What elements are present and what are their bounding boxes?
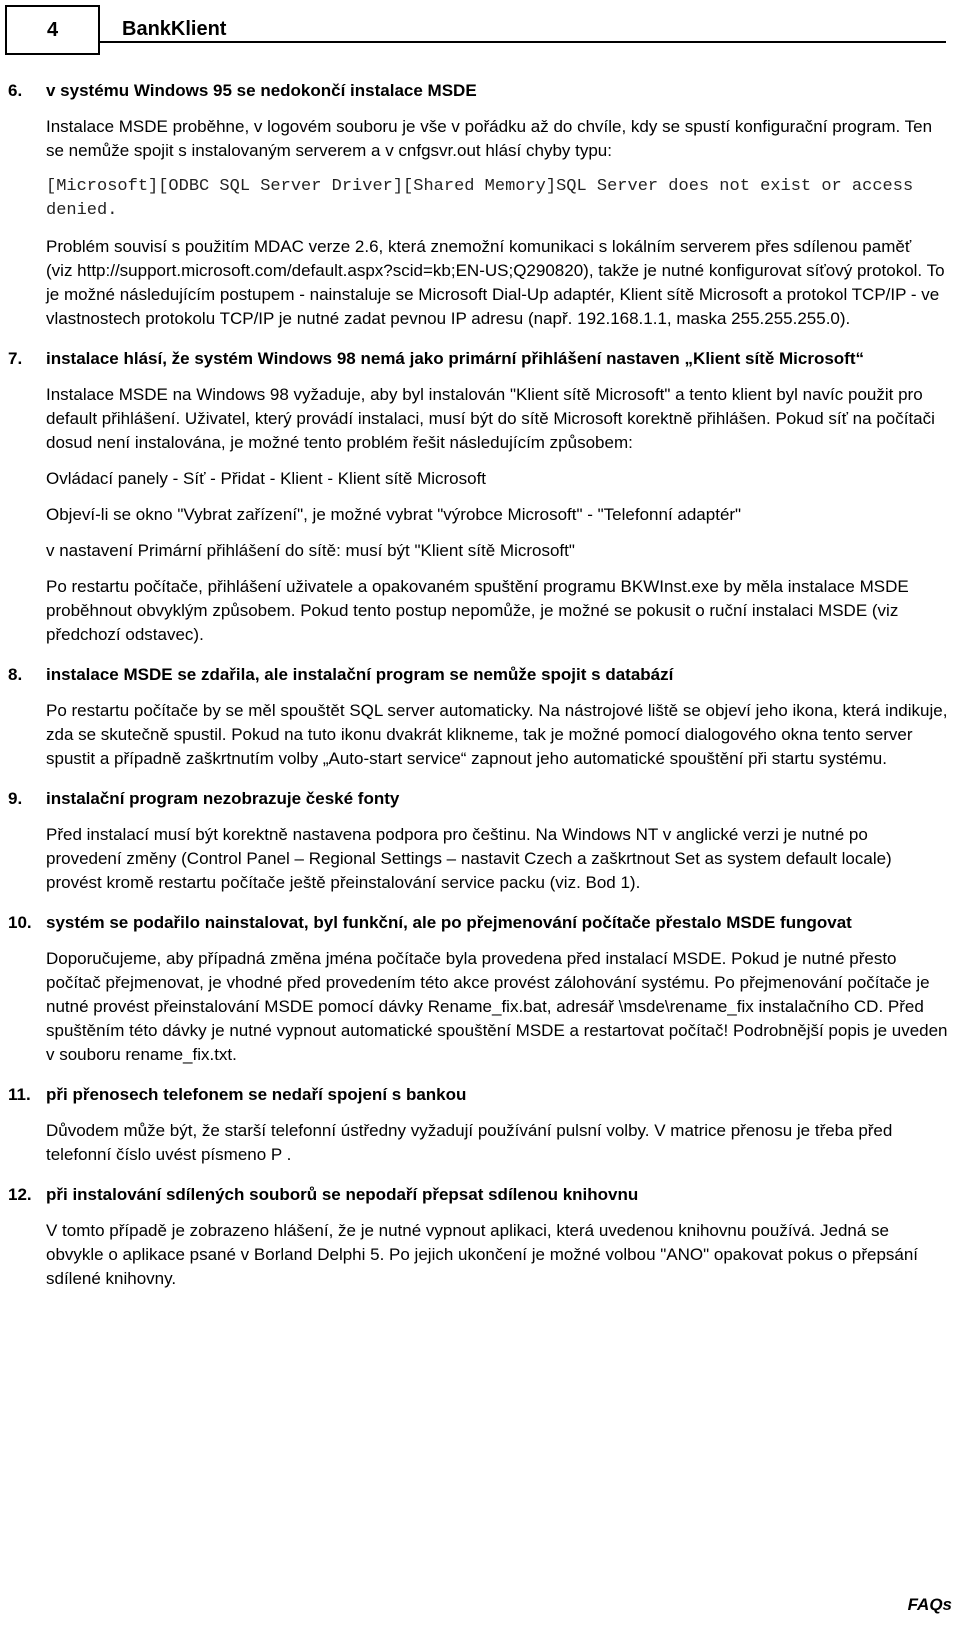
item-title: v systému Windows 95 se nedokončí instalace MSDE [46,81,477,100]
faq-content [8,78,948,1306]
paragraph: Před instalací musí být korektně nastavena podpora pro češtinu. Na Windows NT v anglické verzi je nutné po provedení změny (Control Panel – Regional Settings – nastavit Czech a zaškrtnout Set as system default locale) provést kromě restartu počítače ještě přeinstalování service packu (viz. Bod 1). [46,825,892,892]
item-title: při instalování sdílených souborů se nepodaří přepsat sdílenou knihovnu [46,1185,639,1204]
paragraph: Instalace MSDE proběhne, v logovém souboru je vše v pořádku až do chvíle, kdy se spustí konfigurační program. Ten se nemůže spojit s instalovaným serverem a v cnfgsvr.out hlásí chyby typu: [46,117,933,160]
paragraph: Po restartu počítače by se měl spouštět SQL server automaticky. Na nástrojové liště se objeví jeho ikona, která indikuje, zda se skutečně spustil. Pokud na tuto ikonu dvakrát klikneme, tak je možné pomocí dialogového okna tento server spustit a případně zaškrtnutím volby „Auto-start service“ zapnout jeho automatické spouštění při startu systému. [46,701,948,768]
item-title: při přenosech telefonem se nedaří spojení s bankou [46,1085,467,1104]
faq-item-12 [8,1182,948,1291]
footer-label: FAQs [907,1595,952,1614]
item-title: instalační program nezobrazuje české fonty [46,789,400,808]
item-title: instalace hlásí, že systém Windows 98 nemá jako primární přihlášení nastaven „Klient sítě Microsoft“ [46,349,865,368]
header-rule [100,41,946,43]
paragraph: V tomto případě je zobrazeno hlášení, že je nutné vypnout aplikaci, která uvedenou knihovnu používá. Jedná se obvykle o aplikace psané v Borland Delphi 5. Po jejich ukončení je možné volbou "ANO" opakovat pokus o přepsání sdílené knihovny. [46,1221,919,1288]
paragraph: v nastavení Primární přihlášení do sítě: musí být "Klient sítě Microsoft" [46,541,575,560]
paragraph: Instalace MSDE na Windows 98 vyžaduje, aby byl instalován "Klient sítě Microsoft" a tento klient byl navíc použit pro default přihlášení. Uživatel, který provádí instalaci, musí být do sítě Microsoft korektně přihlášen. Pokud síť na počítači dosud není instalována, je možné tento problém řešit následujícím způsobem: [46,385,935,452]
item-title: instalace MSDE se zdařila, ale instalační program se nemůže spojit s databází [46,665,674,684]
page-header [5,5,946,53]
item-number: 8. [8,665,23,684]
paragraph: Ovládací panely - Síť - Přidat - Klient - Klient sítě Microsoft [46,469,487,488]
item-number: 12. [8,1185,32,1204]
paragraph: Důvodem může být, že starší telefonní ústředny vyžadují používání pulsní volby. V matrice přenosu je třeba před telefonní číslo uvést písmeno P . [46,1121,893,1164]
error-message: [Microsoft][ODBC SQL Server Driver][Shared Memory]SQL Server does not exist or access denied. [46,177,914,220]
item-number: 11. [8,1085,31,1104]
paragraph: (viz http://support.microsoft.com/default.aspx?scid=kb;EN-US;Q290820), takže je nutné konfigurovat síťový protokol. To je možné následujícím postupem - nainstaluje se Microsoft Dial-Up adaptér, Klient sítě Microsoft a protokol TCP/IP - ve vlastnostech protokolu TCP/IP je nutné zadat pevnou IP adresu (např. 192.168.1.1, maska 255.255.255.0). [46,261,945,328]
paragraph: Problém souvisí s použitím MDAC verze 2.6, která znemožní komunikaci s lokálním serverem přes sdílenou paměť [46,237,912,256]
chapter-title: BankKlient [122,18,227,40]
faq-item-11 [8,1082,948,1167]
page-number: 4 [5,5,100,55]
item-title: systém se podařilo nainstalovat, byl funkční, ale po přejmenování počítače přestalo MSDE fungovat [46,913,852,932]
faq-item-6 [8,78,948,331]
faq-item-9 [8,786,948,895]
item-number: 6. [8,81,23,100]
faq-item-10 [8,910,948,1067]
faq-item-7 [8,346,948,647]
item-number: 9. [8,789,23,808]
item-number: 10. [8,913,32,932]
paragraph: Objeví-li se okno "Vybrat zařízení", je možné vybrat "výrobce Microsoft" - "Telefonní adaptér" [46,505,742,524]
paragraph: Po restartu počítače, přihlášení uživatele a opakovaném spuštění programu BKWInst.exe by měla instalace MSDE proběhnout obvyklým způsobem. Pokud tento postup nepomůže, je možné se pokusit o ruční instalaci MSDE (viz předchozí odstavec). [46,577,909,644]
item-number: 7. [8,349,23,368]
paragraph: Doporučujeme, aby případná změna jména počítače byla provedena před instalací MSDE. Pokud je nutné přesto počítač přejmenovat, je vhodné před provedením této akce provést zálohování systému. Po přejmenování počítače je nutné provést přeinstalování MSDE pomocí dávky Rename_fix.bat, adresář \msde\rename_fix instalačního CD. Před spuštěním této dávky je nutné vypnout automatické spouštění MSDE a restartovat počítač! Podrobnější popis je uveden v souboru rename_fix.txt. [46,949,948,1064]
faq-item-8 [8,662,948,771]
